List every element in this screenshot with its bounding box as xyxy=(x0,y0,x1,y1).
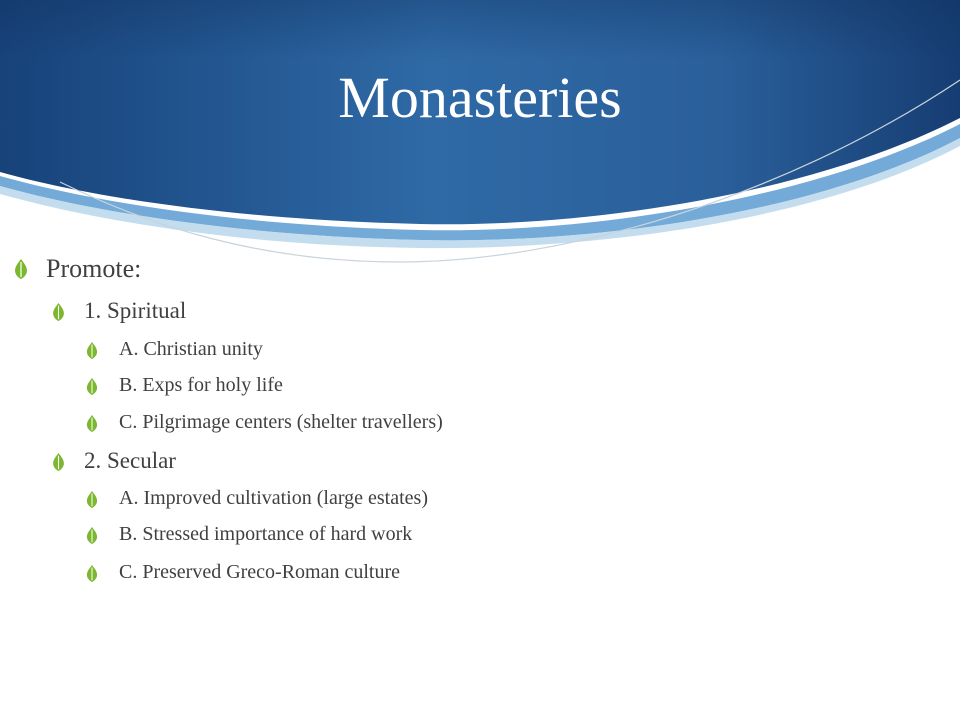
spiritual-item-text: B. Exps for holy life xyxy=(119,374,283,396)
leaf-bullet-icon xyxy=(86,565,98,582)
spiritual-label: 1. Spiritual xyxy=(84,298,187,323)
secular-item-text: A. Improved cultivation (large estates) xyxy=(119,487,428,509)
leaf-bullet-icon xyxy=(86,378,98,395)
heading-text: Promote: xyxy=(46,254,142,283)
slide-title: Monasteries xyxy=(338,65,622,130)
leaf-bullet-icon xyxy=(86,415,98,432)
leaf-bullet-icon xyxy=(86,527,98,544)
spiritual-item-text: A. Christian unity xyxy=(119,338,263,360)
leaf-bullet-icon xyxy=(86,342,98,359)
spiritual-item-text: C. Pilgrimage centers (shelter travellers) xyxy=(119,411,443,433)
leaf-bullet-icon xyxy=(52,303,65,321)
secular-item-text: B. Stressed importance of hard work xyxy=(119,523,413,545)
leaf-bullet-icon xyxy=(52,453,65,471)
secular-item-text: C. Preserved Greco-Roman culture xyxy=(119,561,401,583)
secular-label: 2. Secular xyxy=(84,448,176,473)
leaf-bullet-icon xyxy=(14,259,28,279)
leaf-bullet-icon xyxy=(86,491,98,508)
